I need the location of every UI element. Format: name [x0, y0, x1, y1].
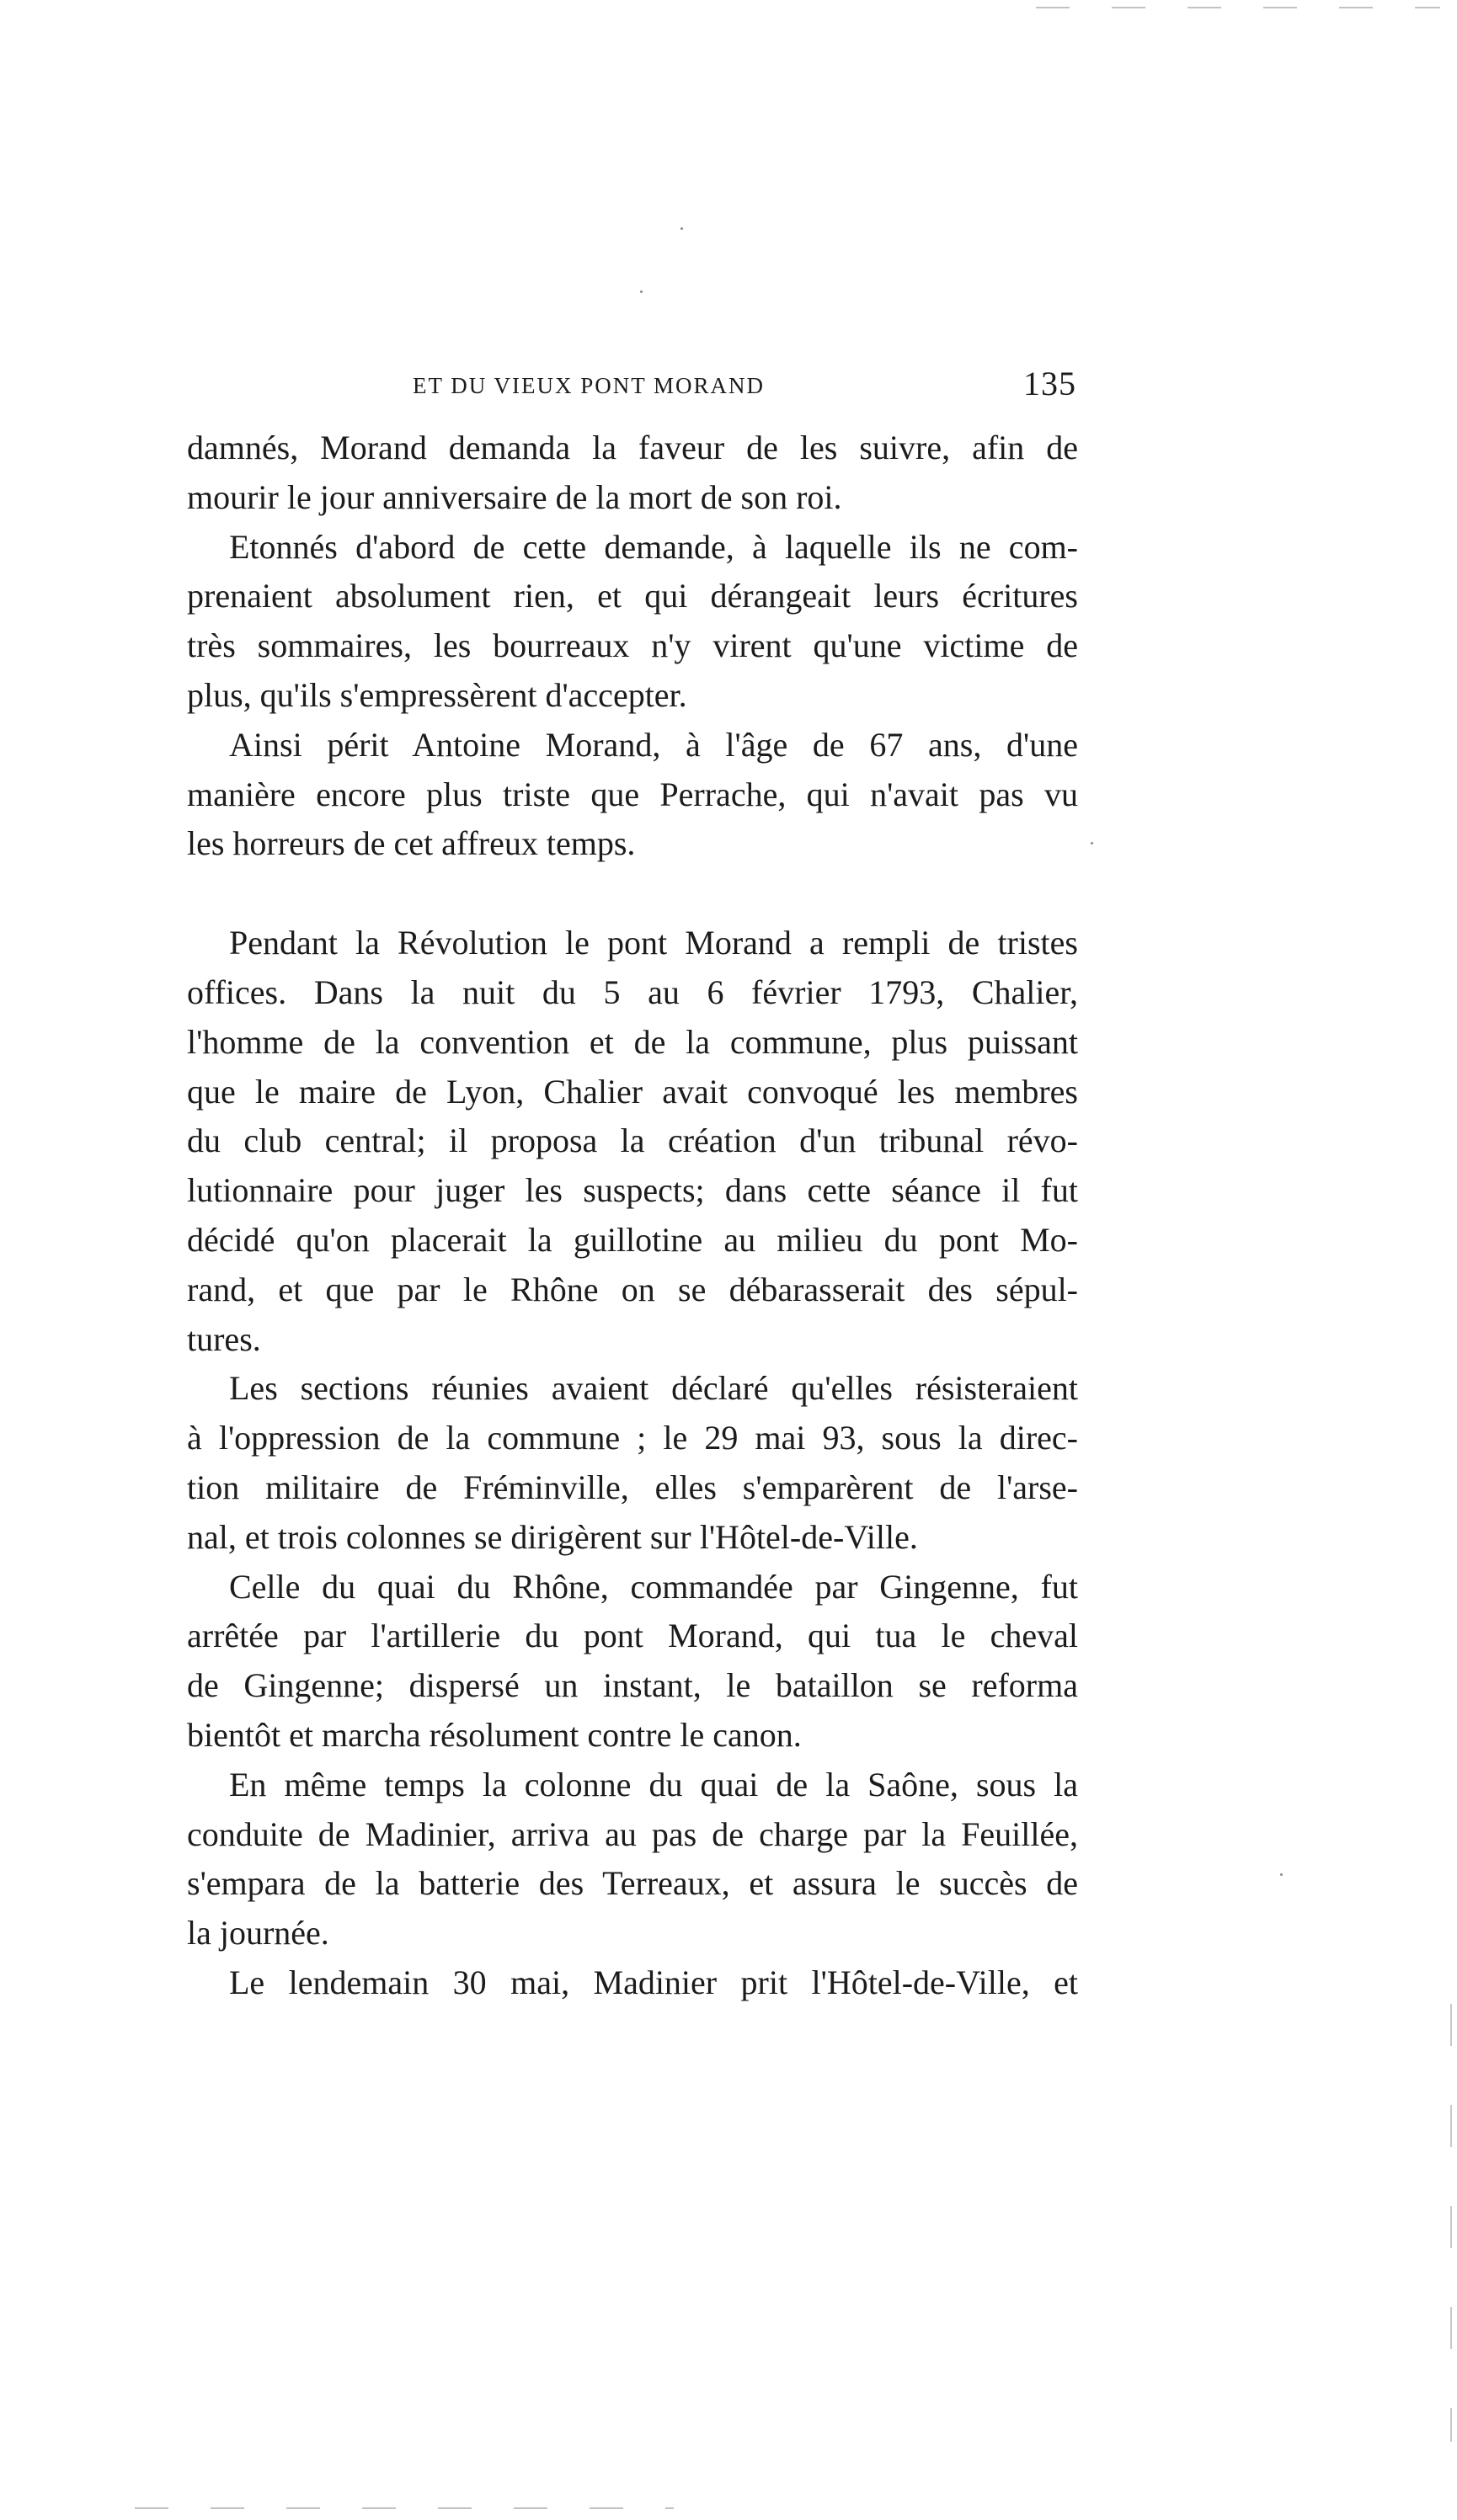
text-line: très sommaires, les bourreaux n'y virent qu'une victime de: [187, 626, 1078, 665]
text-line: Les sections réunies avaient déclaré qu'elles résisteraient: [229, 1369, 1078, 1408]
scan-artifact-right: [1450, 2004, 1452, 2442]
text-line: tures.: [187, 1319, 261, 1358]
text-line: plus, qu'ils s'empressèrent d'accepter.: [187, 675, 687, 714]
paragraph: [187, 1563, 1078, 1761]
scan-dot: [640, 290, 643, 293]
text-line: bientôt et marcha résolument contre le canon.: [187, 1715, 802, 1754]
text-line: à l'oppression de la commune ; le 29 mai 93, sous la direc-: [187, 1419, 1078, 1457]
text-line: conduite de Madinier, arriva au pas de charge par la Feuillée,: [187, 1814, 1078, 1853]
text-line: tion militaire de Fréminville, elles s'emparèrent de l'arse-: [187, 1468, 1078, 1506]
text-line: En même temps la colonne du quai de la Saône, sous la: [229, 1765, 1078, 1803]
text-line: décidé qu'on placerait la guillotine au milieu du pont Mo-: [187, 1220, 1078, 1259]
paragraph: [187, 919, 1078, 1364]
scan-artifact-top: [1036, 7, 1440, 8]
text-line: arrêtée par l'artillerie du pont Morand, qui tua le cheval: [187, 1617, 1078, 1655]
text-line: l'homme de la convention et de la commune, plus puissant: [187, 1022, 1078, 1061]
text-line: Celle du quai du Rhône, commandée par Gingenne, fut: [229, 1567, 1078, 1606]
scan-dot: [1280, 1873, 1283, 1876]
text-line: manière encore plus triste que Perrache, qui n'avait pas vu: [187, 775, 1078, 813]
text-line: Le lendemain 30 mai, Madinier prit l'Hôtel-de-Ville, et: [229, 1963, 1078, 2001]
text-line: Ainsi périt Antoine Morand, à l'âge de 67 ans, d'une: [229, 725, 1078, 764]
text-line: nal, et trois colonnes se dirigèrent sur l'Hôtel-de-Ville.: [187, 1517, 918, 1556]
running-head: ET DU VIEUX PONT MORAND: [413, 373, 766, 398]
scan-dot: [680, 227, 683, 230]
page-number: 135: [1023, 365, 1076, 402]
text-line: prenaient absolument rien, et qui dérangeait leurs écritures: [187, 577, 1078, 615]
body-text: [187, 424, 1078, 2008]
text-line: offices. Dans la nuit du 5 au 6 février 1793, Chalier,: [187, 972, 1078, 1011]
text-line: les horreurs de cet affreux temps.: [187, 824, 636, 863]
scan-artifact-bottom: [135, 2507, 674, 2509]
paragraph: [187, 424, 1078, 523]
paragraph: [187, 1364, 1078, 1562]
page-header: [185, 365, 1076, 402]
text-line: s'empara de la batterie des Terreaux, et assura le succès de: [187, 1864, 1078, 1903]
paragraph: [187, 1958, 1078, 2008]
text-line: du club central; il proposa la création d'un tribunal révo-: [187, 1121, 1078, 1160]
text-line: lutionnaire pour juger les suspects; dans cette séance il fut: [187, 1171, 1078, 1210]
text-line: Etonnés d'abord de cette demande, à laquelle ils ne com-: [229, 527, 1078, 566]
text-line: Pendant la Révolution le pont Morand a rempli de tristes: [229, 924, 1078, 962]
text-line: rand, et que par le Rhône on se débarasserait des sépul-: [187, 1270, 1078, 1308]
paragraph: [187, 721, 1078, 869]
text-line: que le maire de Lyon, Chalier avait convoqué les membres: [187, 1072, 1078, 1111]
paragraph: [187, 523, 1078, 721]
text-line: mourir le jour anniversaire de la mort de son roi.: [187, 477, 842, 516]
scan-dot: [1091, 842, 1093, 844]
section-break: [187, 869, 1078, 919]
text-line: la journée.: [187, 1914, 329, 1953]
text-line: de Gingenne; dispersé un instant, le bataillon se reforma: [187, 1666, 1078, 1705]
paragraph: [187, 1761, 1078, 1958]
text-line: damnés, Morand demanda la faveur de les suivre, afin de: [187, 429, 1078, 466]
